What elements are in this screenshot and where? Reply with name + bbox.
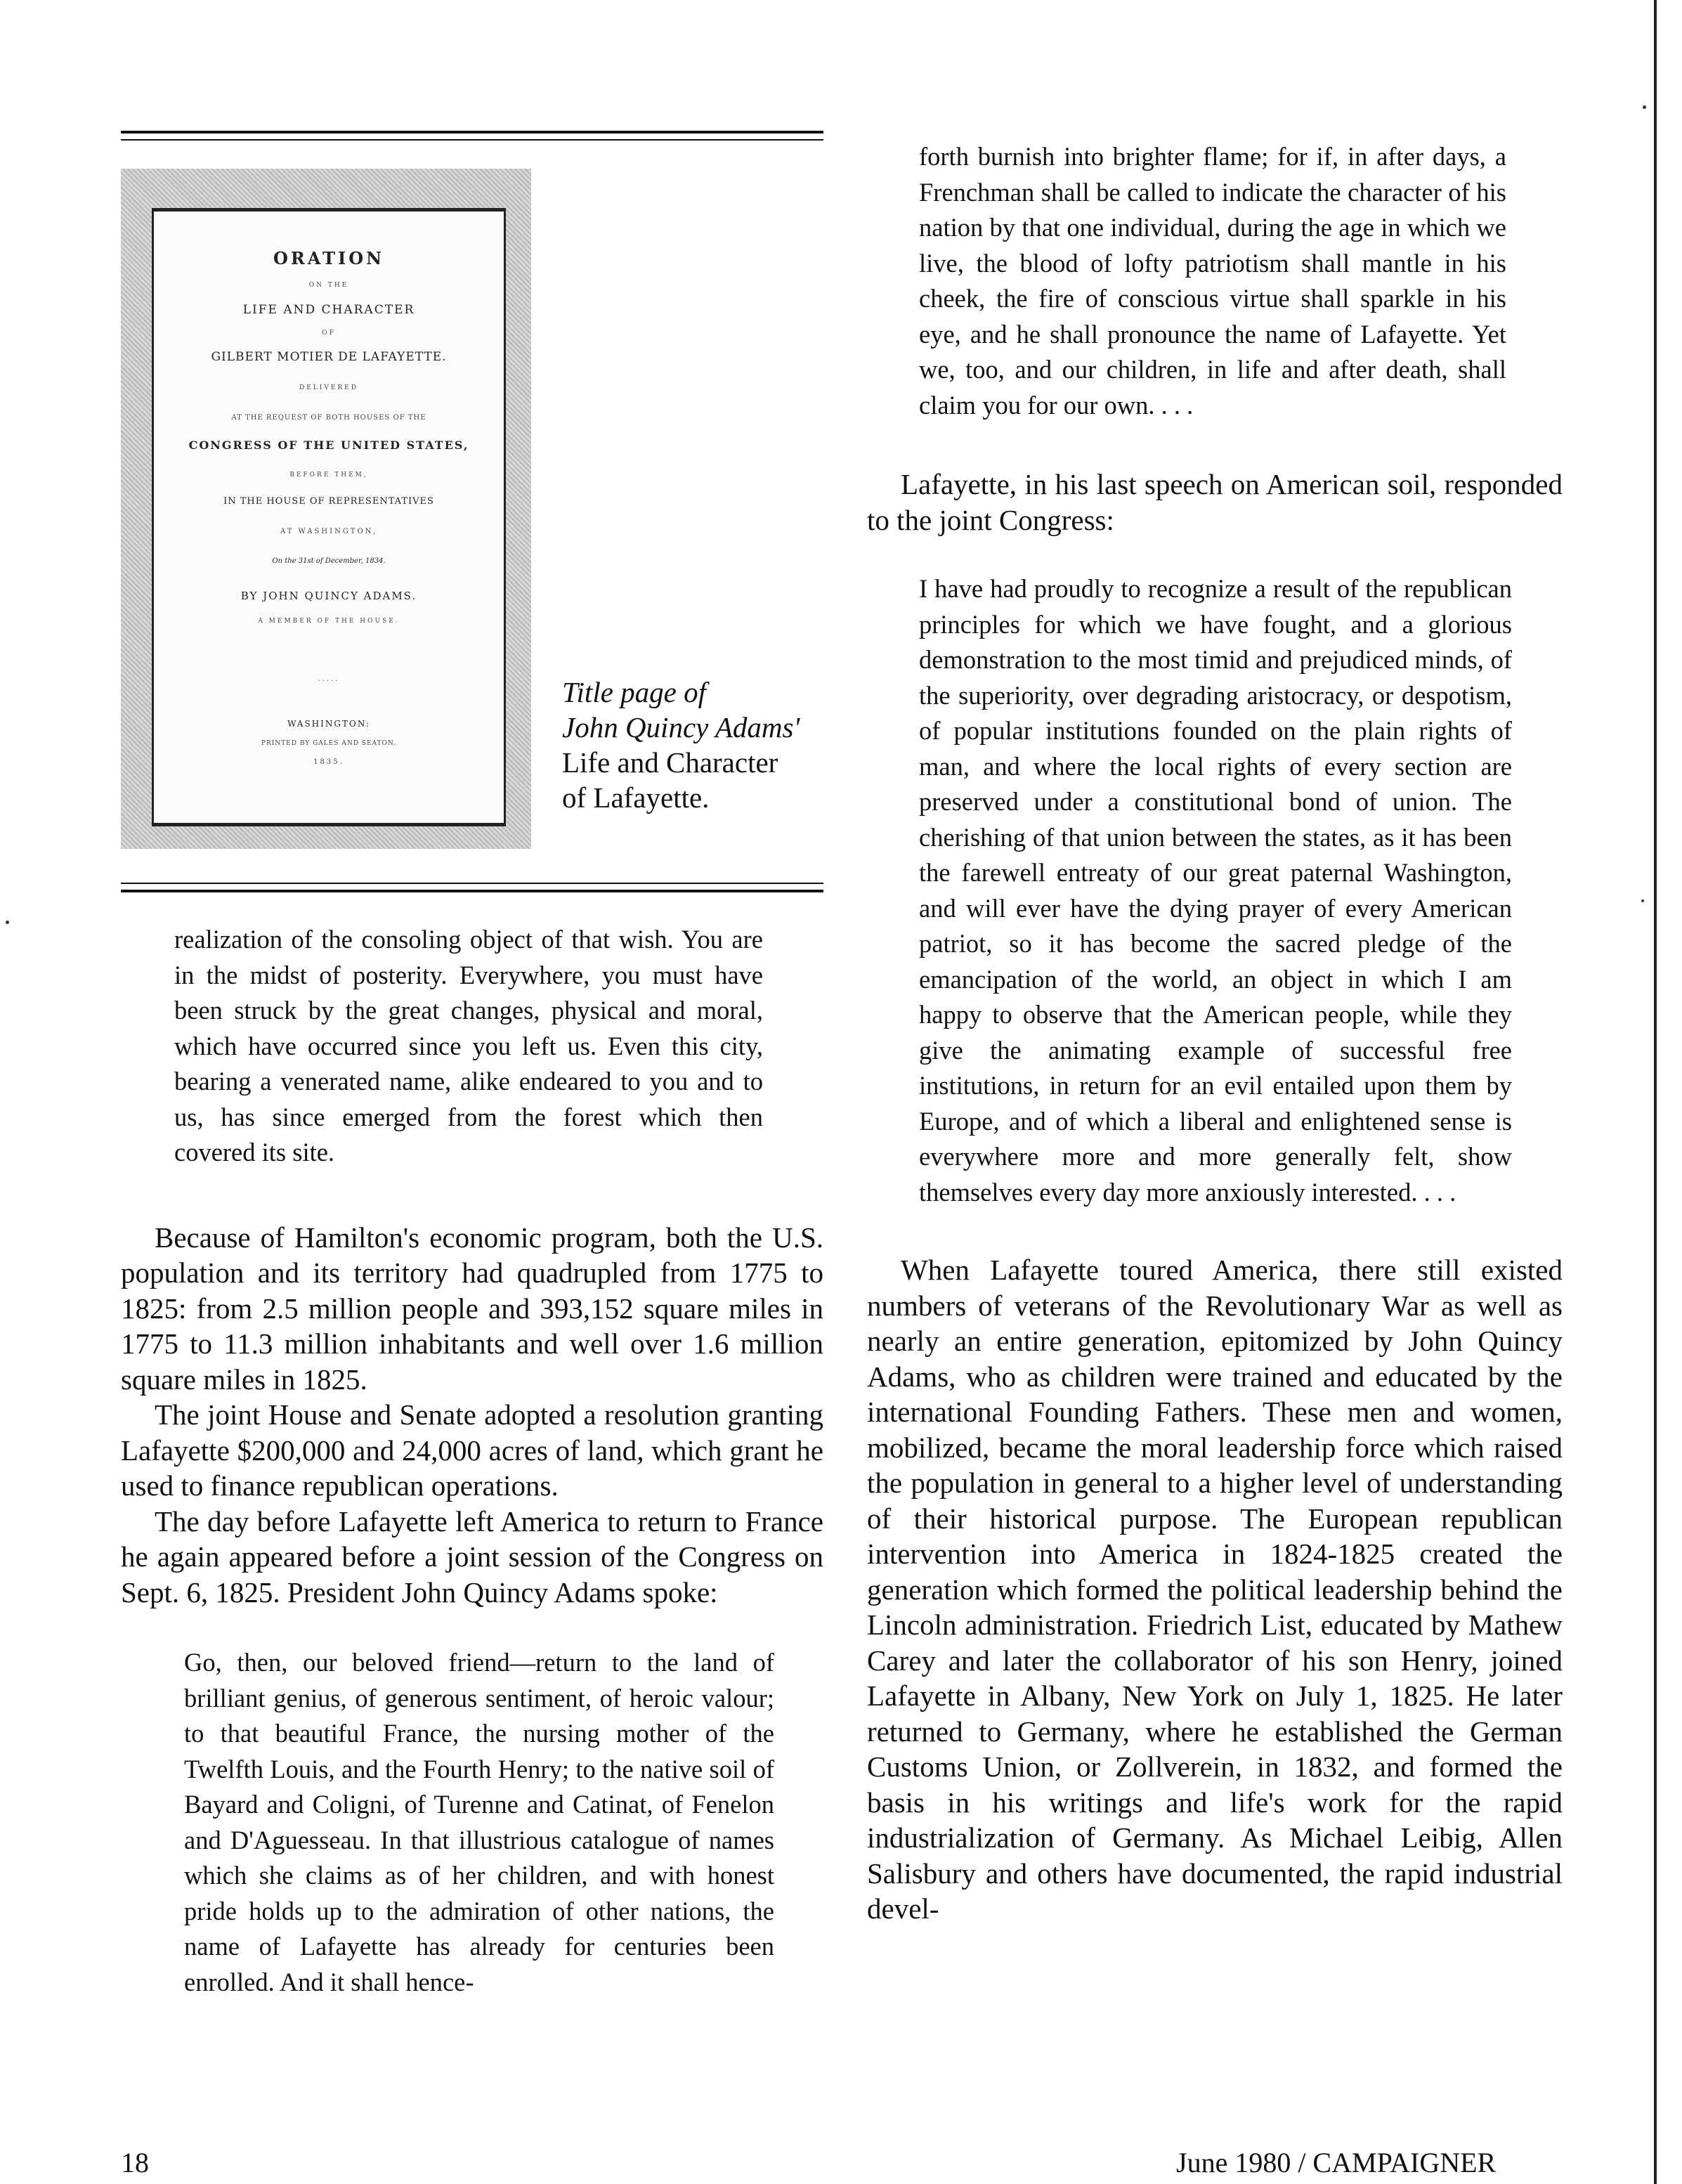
title-page-line: A MEMBER OF THE HOUSE. bbox=[258, 618, 400, 625]
figure-bottom-rule-2 bbox=[121, 890, 823, 892]
scan-edge-line bbox=[1654, 0, 1657, 2184]
page-number: 18 bbox=[121, 2147, 149, 2178]
title-page-line: On the 31st of December, 1834. bbox=[272, 557, 386, 565]
caption-line: Life and Character bbox=[562, 746, 778, 779]
scan-speck bbox=[1643, 105, 1646, 109]
figure-top-rule-2 bbox=[121, 139, 823, 141]
lafayette-quote: I have had proudly to recognize a result of the republican principles for which we have fought, and a glorious demonstration to the most timid and prejudiced minds, of the superiority, over degrading aristocracy, or despotism, of popular institutions founded on the plain rights of man, and where the local rights of every section are preserved under a constitutional bond of union. The cherishing of that union between the states, as it has been the farewell entreaty of our great paternal Washington, and will ever have the dying prayer of every American patriot, so it has become the sacred pledge of the emancipation of the world, an object in which I am happy to observe that the American people, while they give the animating example of successful free institutions, in return for an evil entailed upon them by Europe, and of which a liberal and enlightened sense is everywhere more and more generally felt, show themselves every day more anxiously interested. . . . bbox=[919, 574, 1512, 1207]
caption-line: Title page of bbox=[562, 676, 706, 708]
title-page-line: ORATION bbox=[273, 248, 385, 268]
figure-top-rule bbox=[121, 131, 823, 134]
left-column bbox=[121, 922, 823, 2000]
body-paragraph: Because of Hamilton's economic program, both the U.S. population and its territory had quadrupled from 1775 to 1825: from 2.5 million people and 393,152 square miles in 1775 to 11.3 million inhabitants and well over 1.6 million square miles in 1825. bbox=[121, 1221, 823, 1396]
adams-quote-continued: realization of the consoling object of that wish. You are in the midst of posterity. Everywhere, you must have been struck by the great changes, physical and moral, which have occurred since you left us. Even this city, bearing a venerated name, alike endeared to you and to us, has since emerged from the forest which then covered its site. bbox=[174, 925, 763, 1166]
body-paragraph: Lafayette, in his last speech on American soil, responded to the joint Congress: bbox=[867, 468, 1563, 536]
adams-farewell-quote: Go, then, our beloved friend—return to the land of brilliant genius, of generous sentiment, of heroic valour; to that beautiful France, the nursing mother of the Twelfth Louis, and the Fourth Henry; to the native soil of Bayard and Coligni, of Turenne and Catinat, of Fenelon and D'Aguesseau. In that illustrious catalogue of names which she claims as of her children, and with honest pride holds up to the admiration of other nations, the name of Lafayette has already for centuries been enrolled. And it shall hence- bbox=[184, 1648, 774, 1996]
issue-label: June 1980 / CAMPAIGNER bbox=[1176, 2147, 1497, 2178]
title-page-line: PRINTED BY GALES AND SEATON. bbox=[261, 740, 397, 747]
title-page-line: AT WASHINGTON, bbox=[280, 528, 377, 535]
title-page-line: LIFE AND CHARACTER bbox=[242, 303, 415, 317]
title-page-figure bbox=[121, 169, 531, 849]
title-page-line: DELIVERED bbox=[299, 384, 358, 391]
title-page-line: IN THE HOUSE OF REPRESENTATIVES bbox=[223, 496, 434, 507]
title-page-line: ON THE bbox=[308, 282, 349, 289]
title-page-line: WASHINGTON: bbox=[287, 719, 370, 729]
title-page-line: 1835. bbox=[313, 758, 344, 766]
body-paragraph: When Lafayette toured America, there still existed numbers of veterans of the Revolutionary War as well as nearly an entire generation, epitomized by John Quincy Adams, who as children were trained and educated by the international Founding Fathers. These men and women, mobilized, became the moral leadership force which raised the population in general to a higher level of understanding of their historical purpose. The European republican intervention into America in 1824-1825 created the generation which formed the political leadership behind the Lincoln administration. Friedrich List, educated by Mathew Carey and later the collaborator of his son Henry, joined Lafayette in Albany, New York on July 1, 1825. He later returned to Germany, where he established the German Customs Union, or Zollverein, in 1832, and formed the basis in his writings and life's work for the rapid industrialization of Germany. As Michael Leibig, Allen Salisbury and others have documented, the rapid industrial devel- bbox=[867, 1254, 1563, 1925]
title-page-line: CONGRESS OF THE UNITED STATES, bbox=[188, 438, 469, 452]
right-column bbox=[867, 139, 1563, 1927]
title-page-line: AT THE REQUEST OF BOTH HOUSES OF THE bbox=[231, 414, 426, 422]
title-page-line: GILBERT MOTIER DE LAFAYETTE. bbox=[211, 350, 447, 364]
figure-caption bbox=[562, 675, 829, 815]
title-page-line: BY JOHN QUINCY ADAMS. bbox=[240, 590, 417, 602]
adams-quote-end: forth burnish into brighter flame; for if, in after days, a Frenchman shall be called to indicate the character of his nation by that one individual, during the age in which we live, the blood of lofty patriotism shall mantle in his cheek, the fire of conscious virtue shall sparkle in his eye, and he shall pronounce the name of Lafayette. Yet we, too, and our children, in life and after death, shall claim you for our own. . . . bbox=[919, 142, 1506, 420]
caption-line: of Lafayette. bbox=[562, 781, 710, 814]
body-paragraph: The joint House and Senate adopted a resolution granting Lafayette $200,000 and 24,000 acres of land, which grant he used to finance republican operations. bbox=[121, 1398, 823, 1502]
figure-bottom-rule bbox=[121, 883, 823, 884]
title-page-line: BEFORE THEM, bbox=[289, 472, 368, 479]
scan-speck bbox=[1641, 899, 1644, 902]
title-page-line: ..... bbox=[318, 675, 340, 683]
title-page-image bbox=[152, 208, 506, 826]
body-paragraph: The day before Lafayette left America to return to France he again appeared before a joint session of the Congress on Sept. 6, 1825. President John Quincy Adams spoke: bbox=[121, 1504, 823, 1608]
scan-speck bbox=[6, 921, 9, 924]
title-page-line: OF bbox=[322, 330, 336, 337]
caption-line: John Quincy Adams' bbox=[562, 711, 800, 743]
